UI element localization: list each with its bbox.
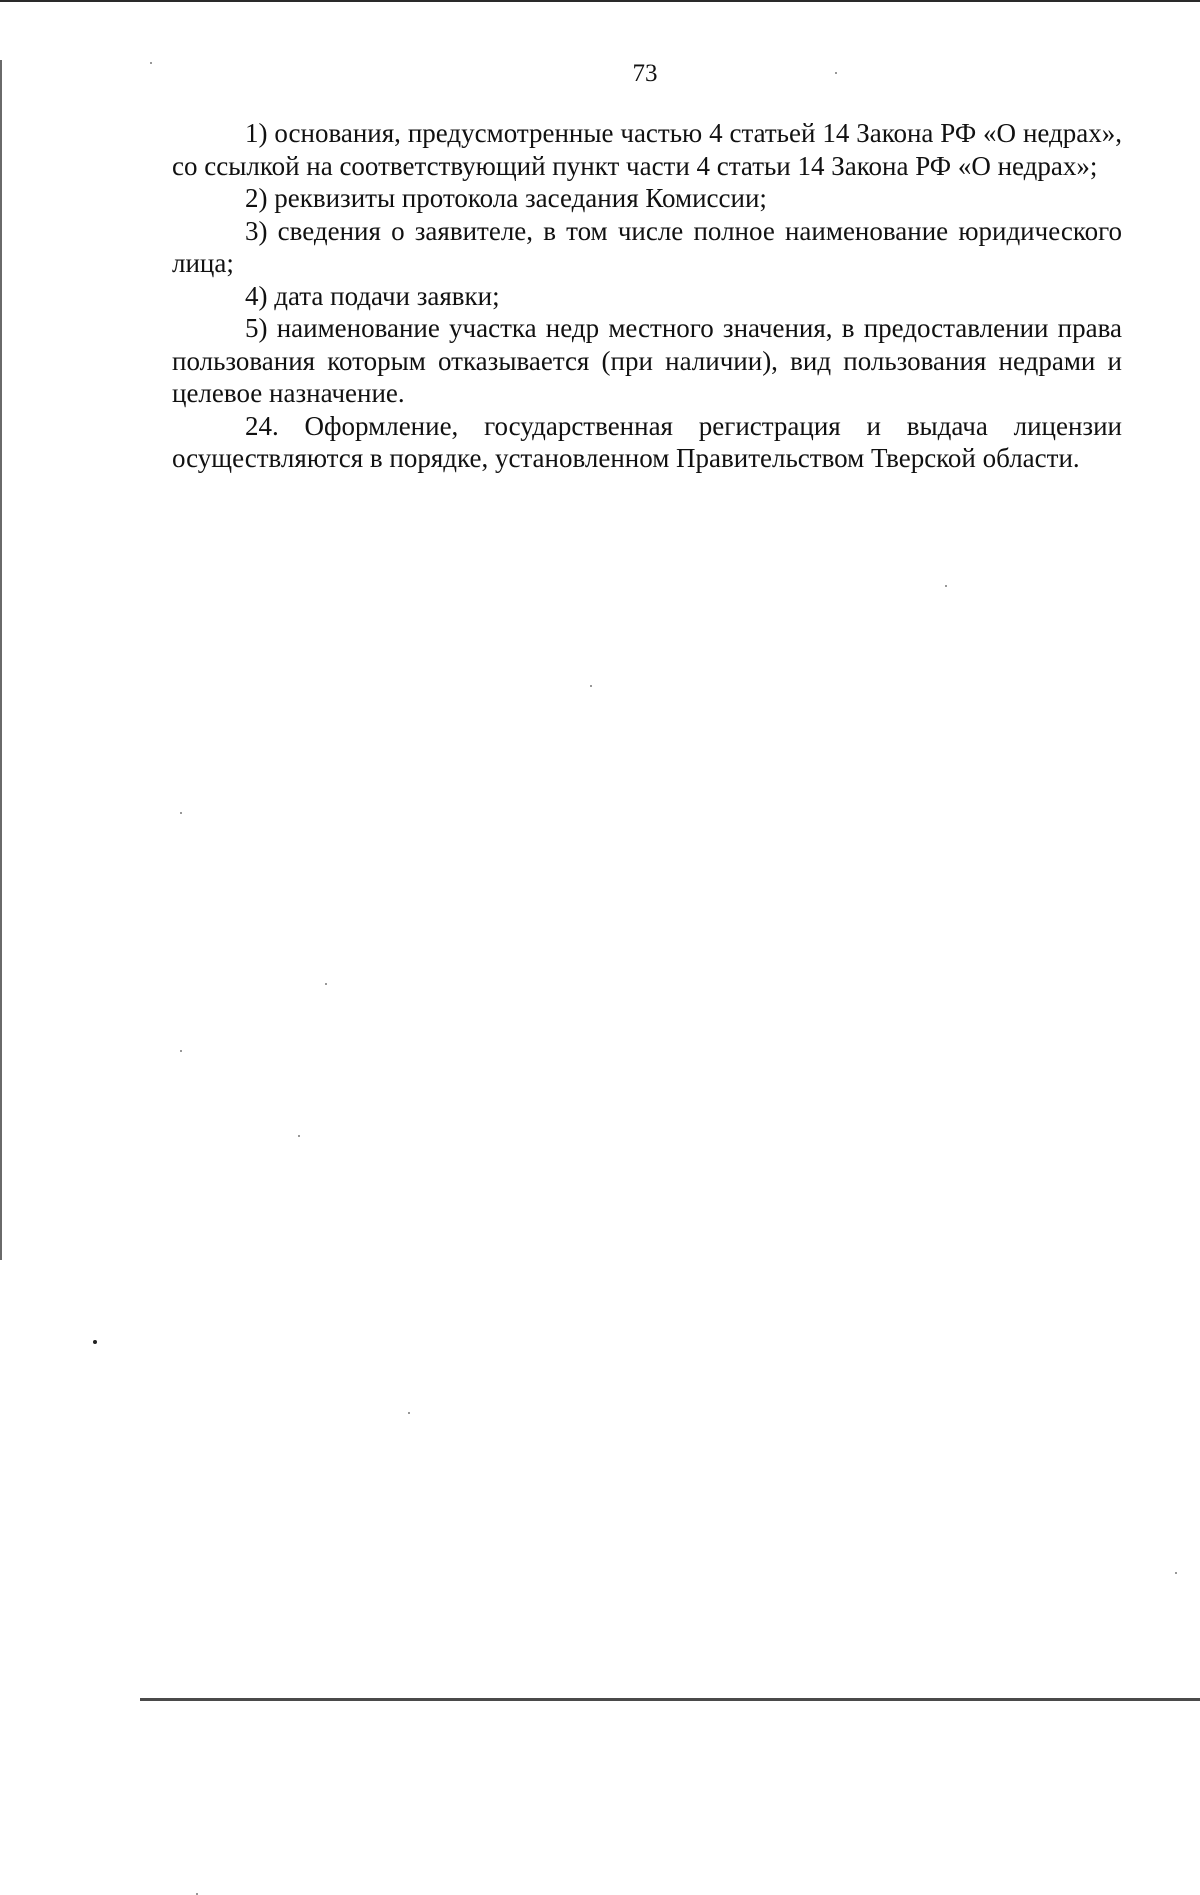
list-item-protocol: 2) реквизиты протокола заседания Комиссии; [245,183,767,213]
scan-speck [1175,1572,1177,1574]
scan-speck [590,685,592,687]
list-item-grounds: 1) основания, предусмотренные частью 4 статьей 14 Закона РФ «О недрах», со ссылкой на соответствующий пункт части 4 статьи 14 Закона РФ «О недрах»; [172,118,1122,181]
page-number: 73 [632,60,658,87]
scan-speck [150,62,152,64]
list-item-subsoil-plot: 5) наименование участка недр местного значения, в предоставлении права пользования которым отказывается (при наличии), вид пользования недрами и целевое назначение. [172,313,1122,408]
list-item-date: 4) дата подачи заявки; [245,280,500,311]
scan-speck [408,1412,410,1414]
scan-edge-top [0,0,1200,2]
scan-speck [325,983,327,985]
scan-speck [835,72,837,74]
scan-speck [93,1340,97,1344]
scan-speck [180,812,182,814]
scan-edge-bottom [140,1698,1200,1701]
list-item-applicant: 3) сведения о заявителе, в том числе полное наименование юридического лица; [172,215,1122,278]
paragraph-licensing: 24. Оформление, государственная регистрация и выдача лицензии осуществляются в порядке, установленном Правительством Тверской области. [172,410,1122,473]
scan-speck [298,1135,300,1137]
scan-speck [180,1050,182,1052]
scan-speck [945,585,947,587]
document-body [172,117,1122,475]
scan-edge-left [0,60,2,1260]
